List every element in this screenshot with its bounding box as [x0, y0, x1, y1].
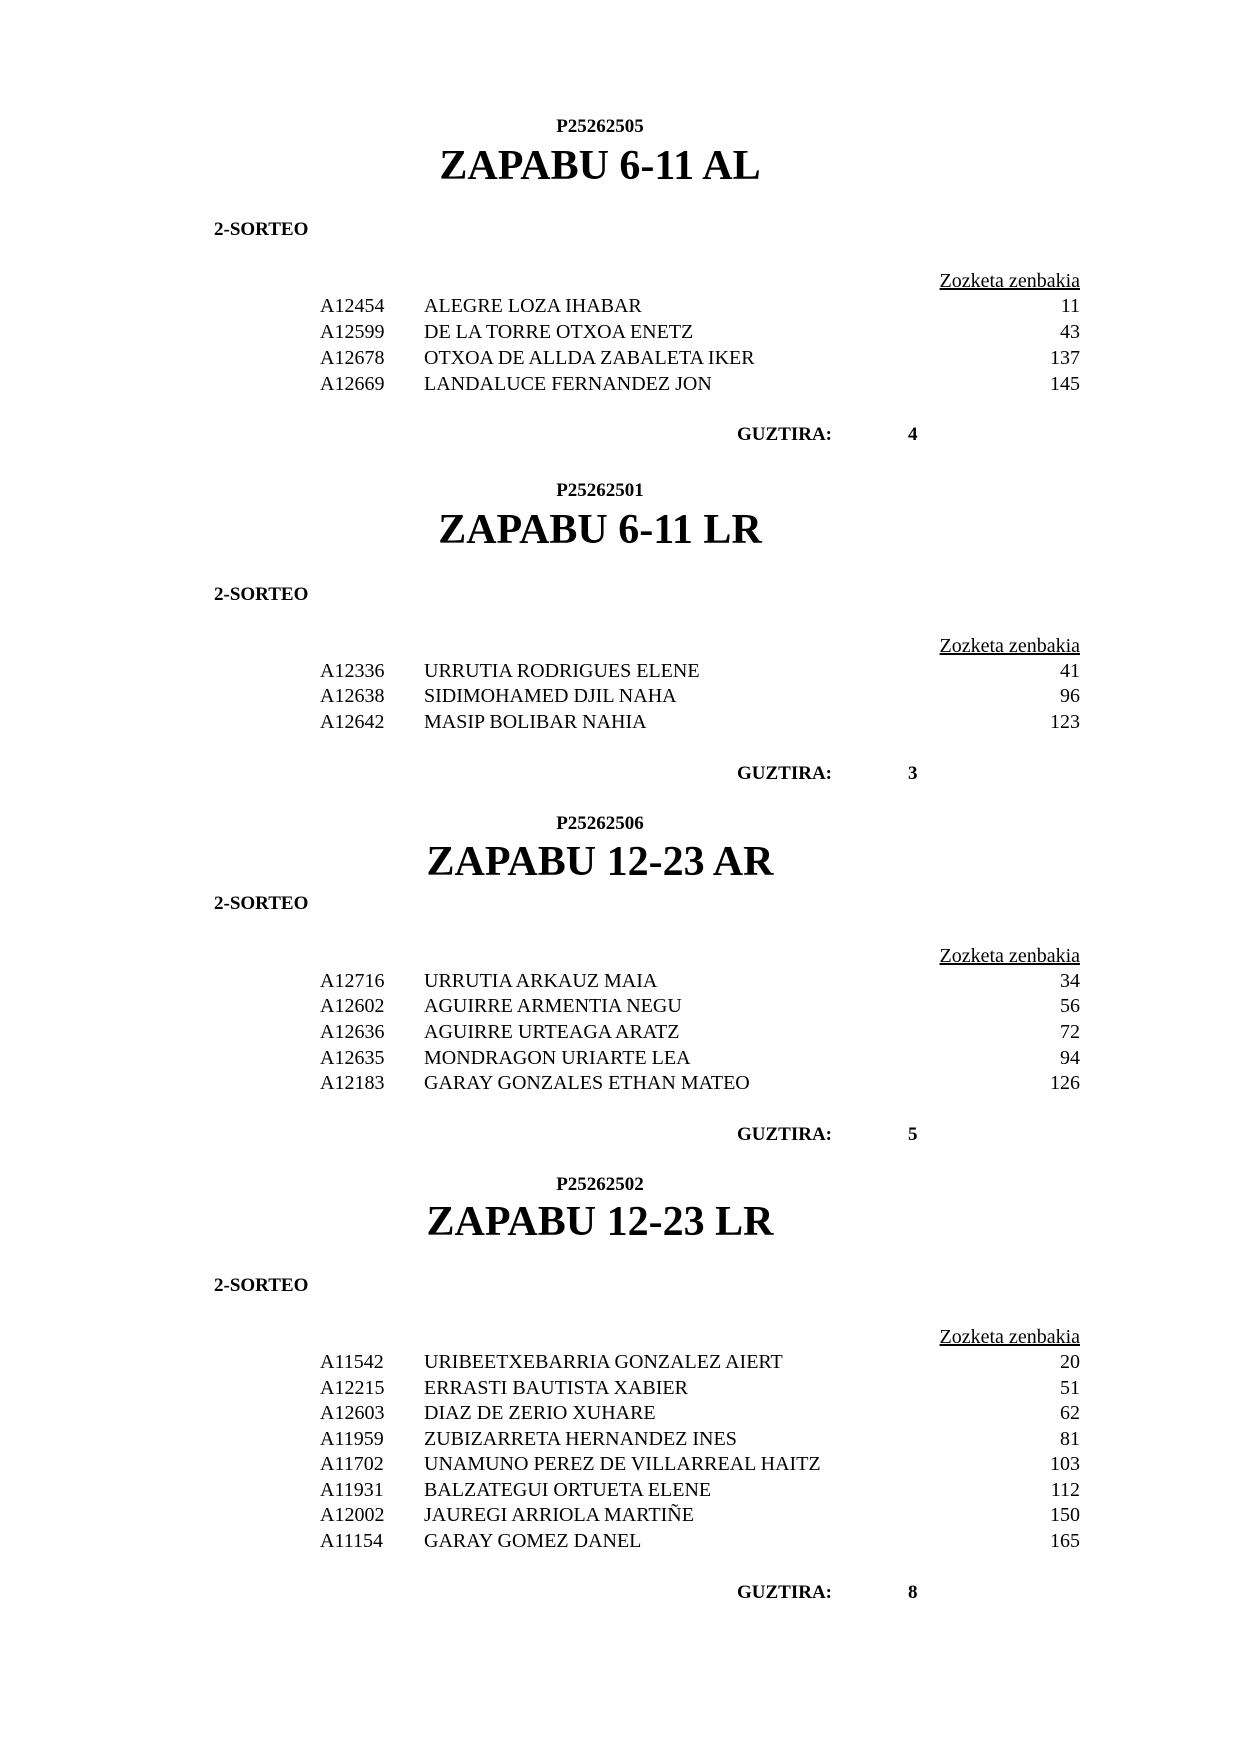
draw-number: 126 [1050, 1072, 1080, 1094]
table-row [0, 1529, 1240, 1555]
group-code: P25262501 [556, 480, 644, 501]
total-value: 8 [908, 1582, 918, 1603]
total-row [0, 1124, 1240, 1148]
student-id: A12454 [320, 295, 385, 317]
student-id: A12602 [320, 995, 385, 1017]
student-id: A11154 [320, 1530, 383, 1552]
student-name: URRUTIA ARKAUZ MAIA [424, 970, 658, 992]
student-name: GARAY GOMEZ DANEL [424, 1530, 642, 1552]
column-header-draw-number: Zozketa zenbakia [939, 635, 1080, 657]
table-row [0, 1503, 1240, 1529]
total-value: 5 [908, 1124, 918, 1145]
student-id: A11931 [320, 1479, 384, 1501]
draw-number: 34 [1060, 970, 1080, 992]
total-label: GUZTIRA: [737, 1582, 833, 1603]
student-name: ALEGRE LOZA IHABAR [424, 295, 642, 317]
student-id: A12638 [320, 685, 385, 707]
table-row [0, 1401, 1240, 1427]
student-id: A12599 [320, 321, 385, 343]
student-id: A11542 [320, 1351, 384, 1373]
draw-number: 165 [1050, 1530, 1080, 1552]
table-row [0, 710, 1240, 736]
column-header-draw-number: Zozketa zenbakia [939, 945, 1080, 967]
student-id: A12642 [320, 711, 385, 733]
draw-number: 43 [1060, 321, 1080, 343]
student-name: URIBEETXEBARRIA GONZALEZ AIERT [424, 1351, 783, 1373]
student-id: A12716 [320, 970, 385, 992]
draw-number: 51 [1060, 1377, 1080, 1399]
sorteo-label: 2-SORTEO [214, 584, 309, 605]
student-name: URRUTIA RODRIGUES ELENE [424, 660, 700, 682]
student-name: AGUIRRE ARMENTIA NEGU [424, 995, 682, 1017]
student-name: DIAZ DE ZERIO XUHARE [424, 1402, 656, 1424]
draw-number: 150 [1050, 1504, 1080, 1526]
total-value: 3 [908, 763, 918, 784]
student-name: DE LA TORRE OTXOA ENETZ [424, 321, 694, 343]
student-name: AGUIRRE URTEAGA ARATZ [424, 1021, 680, 1043]
total-label: GUZTIRA: [737, 763, 833, 784]
total-row [0, 763, 1240, 787]
draw-number: 56 [1060, 995, 1080, 1017]
student-id: A12636 [320, 1021, 385, 1043]
student-name: SIDIMOHAMED DJIL NAHA [424, 685, 677, 707]
draw-number: 62 [1060, 1402, 1080, 1424]
column-header-draw-number: Zozketa zenbakia [939, 1326, 1080, 1348]
table-row [0, 1071, 1240, 1097]
student-name: UNAMUNO PEREZ DE VILLARREAL HAITZ [424, 1453, 821, 1475]
student-id: A12215 [320, 1377, 385, 1399]
draw-number: 94 [1060, 1047, 1080, 1069]
table-row [0, 1427, 1240, 1453]
draw-number: 112 [1050, 1479, 1080, 1501]
student-name: BALZATEGUI ORTUETA ELENE [424, 1479, 712, 1501]
table-row [0, 684, 1240, 710]
group-code: P25262502 [556, 1174, 644, 1195]
total-label: GUZTIRA: [737, 1124, 833, 1145]
student-name: OTXOA DE ALLDA ZABALETA IKER [424, 347, 755, 369]
table-row [0, 346, 1240, 372]
student-name: ZUBIZARRETA HERNANDEZ INES [424, 1428, 737, 1450]
draw-number: 41 [1060, 660, 1080, 682]
table-row [0, 969, 1240, 995]
student-name: LANDALUCE FERNANDEZ JON [424, 373, 712, 395]
total-value: 4 [908, 424, 918, 445]
student-id: A12678 [320, 347, 385, 369]
student-id: A11702 [320, 1453, 384, 1475]
table-row [0, 372, 1240, 398]
student-id: A12002 [320, 1504, 385, 1526]
student-name: MASIP BOLIBAR NAHIA [424, 711, 647, 733]
total-row [0, 1582, 1240, 1606]
sorteo-label: 2-SORTEO [214, 1275, 309, 1296]
sorteo-label: 2-SORTEO [214, 219, 309, 240]
table-row [0, 1046, 1240, 1072]
table-row [0, 994, 1240, 1020]
group-title: ZAPABU 6-11 LR [438, 507, 762, 553]
table-row [0, 659, 1240, 685]
student-id: A12669 [320, 373, 385, 395]
draw-number: 145 [1050, 373, 1080, 395]
total-label: GUZTIRA: [737, 424, 833, 445]
student-id: A11959 [320, 1428, 384, 1450]
total-row [0, 424, 1240, 448]
table-row [0, 320, 1240, 346]
student-id: A12635 [320, 1047, 385, 1069]
group-title: ZAPABU 6-11 AL [439, 143, 761, 189]
sorteo-label: 2-SORTEO [214, 893, 309, 914]
student-name: JAUREGI ARRIOLA MARTIÑE [424, 1504, 694, 1526]
draw-number: 11 [1060, 295, 1080, 317]
draw-number: 96 [1060, 685, 1080, 707]
draw-number: 20 [1060, 1351, 1080, 1373]
student-name: ERRASTI BAUTISTA XABIER [424, 1377, 688, 1399]
student-name: MONDRAGON URIARTE LEA [424, 1047, 691, 1069]
draw-number: 72 [1060, 1021, 1080, 1043]
group-title: ZAPABU 12-23 AR [426, 839, 774, 885]
student-id: A12336 [320, 660, 385, 682]
draw-number: 103 [1050, 1453, 1080, 1475]
table-row [0, 1452, 1240, 1478]
table-row [0, 1478, 1240, 1504]
table-row [0, 294, 1240, 320]
table-row [0, 1376, 1240, 1402]
student-name: GARAY GONZALES ETHAN MATEO [424, 1072, 750, 1094]
student-id: A12183 [320, 1072, 385, 1094]
group-code: P25262506 [556, 813, 644, 834]
group-code: P25262505 [556, 116, 644, 137]
column-header-draw-number: Zozketa zenbakia [939, 270, 1080, 292]
draw-number: 137 [1050, 347, 1080, 369]
student-id: A12603 [320, 1402, 385, 1424]
group-title: ZAPABU 12-23 LR [426, 1199, 774, 1245]
table-row [0, 1020, 1240, 1046]
draw-number: 123 [1050, 711, 1080, 733]
table-row [0, 1350, 1240, 1376]
draw-number: 81 [1060, 1428, 1080, 1450]
